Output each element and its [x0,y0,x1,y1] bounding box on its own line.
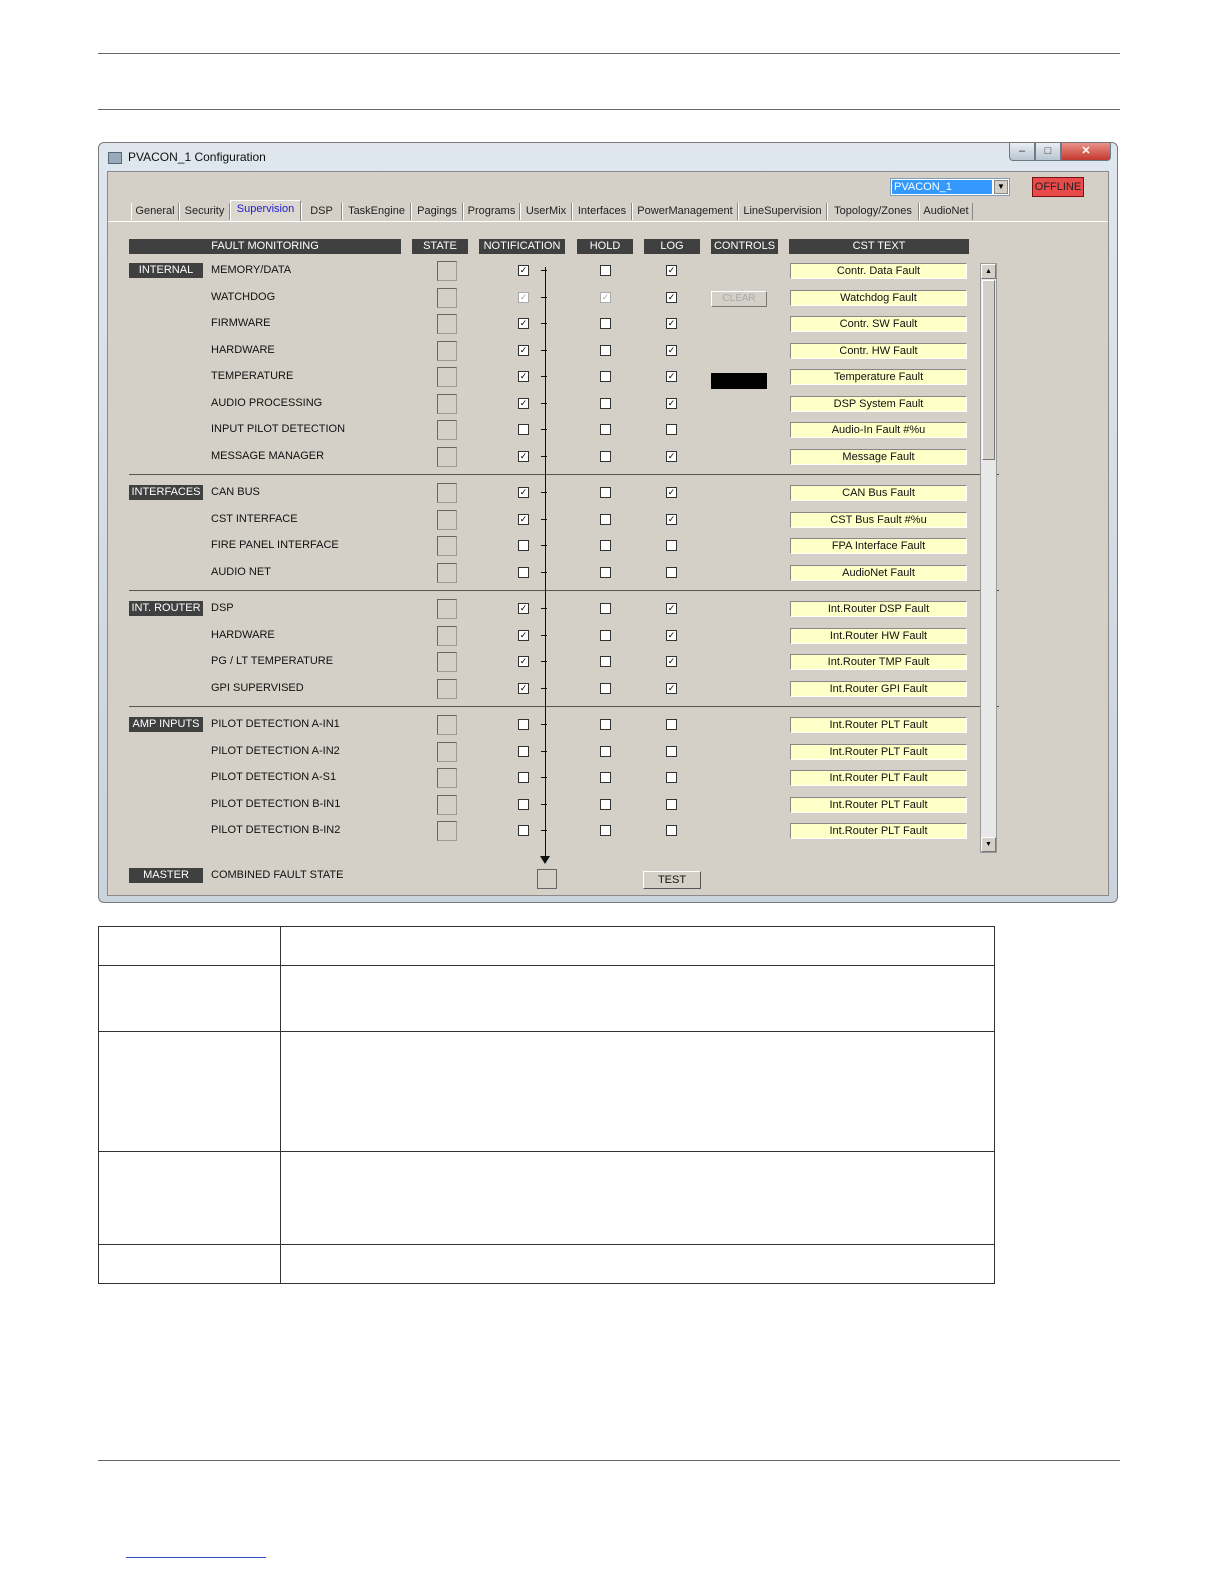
bus-connector [541,608,547,609]
info-table [98,926,995,1284]
state-indicator [437,563,457,583]
hold-checkbox[interactable] [600,772,611,783]
log-checkbox[interactable]: ✓ [667,513,676,524]
footer-link-underline [126,1557,266,1558]
tab-dsp[interactable]: DSP [301,203,342,220]
fault-row-label: HARDWARE [211,628,275,641]
cst-text-field[interactable]: Int.Router PLT Fault [790,823,967,839]
log-checkbox[interactable]: ✓ [667,603,676,613]
fault-row-label: FIRMWARE [211,317,271,329]
state-indicator [437,367,457,387]
cst-text-field[interactable]: FPA Interface Fault [790,538,967,554]
log-checkbox[interactable] [666,772,677,783]
hold-checkbox[interactable]: ✓ [601,291,610,302]
group-label-internal: INTERNAL [129,263,203,278]
state-indicator [437,795,457,815]
hold-checkbox[interactable] [600,345,611,356]
header-hold: HOLD [577,239,633,254]
state-indicator [437,626,457,646]
fault-row-label: PILOT DETECTION B-IN1 [211,797,341,810]
fault-row-label: AUDIO NET [211,565,271,578]
cst-text-field[interactable]: Int.Router PLT Fault [790,717,967,733]
fault-row-label: PG / LT TEMPERATURE [211,655,334,667]
arrow-down-icon [540,856,550,864]
tab-bar [108,201,1108,222]
log-checkbox[interactable]: ✓ [667,397,676,408]
fault-row-label: CAN BUS [211,486,260,498]
notification-checkbox[interactable] [518,719,529,730]
table-row [99,1245,995,1284]
log-checkbox[interactable] [666,825,677,836]
bus-connector [541,429,547,430]
state-indicator [437,288,457,308]
bus-connector [541,519,547,520]
temperature-control-indicator [711,373,767,389]
header-state: STATE [412,239,468,254]
notification-checkbox[interactable] [518,540,529,551]
tab-topology-zones[interactable]: Topology/Zones [827,203,919,220]
group-label-interfaces: INTERFACES [129,485,203,500]
cst-text-field[interactable]: Contr. Data Fault [790,263,967,279]
test-button[interactable]: TEST [643,871,701,889]
config-window [98,142,1118,903]
bus-connector [541,323,547,324]
hold-checkbox[interactable] [600,683,611,694]
notification-checkbox[interactable] [518,424,529,435]
cst-text-field[interactable]: CST Bus Fault #%u [790,512,967,528]
cst-text-field[interactable]: Message Fault [790,449,967,465]
hold-checkbox[interactable] [600,540,611,551]
notification-checkbox[interactable]: ✓ [519,682,528,693]
cst-text-field[interactable]: Int.Router PLT Fault [790,770,967,786]
bus-connector [541,724,547,725]
notification-checkbox[interactable] [518,746,529,757]
bus-connector [541,456,547,457]
log-checkbox[interactable] [666,424,677,435]
bus-connector [541,688,547,689]
state-indicator [437,394,457,414]
fault-row-label: PILOT DETECTION A-IN2 [211,744,340,757]
hold-checkbox[interactable] [600,424,611,435]
fault-row-label: AUDIO PROCESSING [211,396,323,409]
notification-checkbox[interactable]: ✓ [519,265,528,275]
cst-text-field[interactable]: Int.Router PLT Fault [790,797,967,813]
notification-checkbox[interactable] [518,567,529,578]
log-checkbox[interactable] [666,719,677,730]
bus-connector [541,572,547,573]
state-indicator [437,483,457,503]
bus-connector [541,804,547,805]
fault-row-label: TEMPERATURE [211,370,294,382]
bus-connector [541,635,547,636]
fault-row-label: PILOT DETECTION A-S1 [211,771,337,783]
hold-checkbox[interactable] [600,799,611,810]
notification-bus-line [545,267,546,857]
tab-supervision[interactable]: Supervision [230,200,301,221]
cst-text-field[interactable]: Contr. HW Fault [790,343,967,359]
hold-checkbox[interactable] [600,487,611,498]
header-rule-top [98,53,1120,54]
notification-checkbox[interactable] [518,825,529,836]
maximize-button[interactable]: □ [1035,143,1061,161]
hold-checkbox[interactable] [600,825,611,836]
scroll-thumb[interactable] [982,280,995,460]
table-row [99,1152,995,1245]
state-indicator [437,768,457,788]
tab-security[interactable]: Security [179,203,230,220]
fault-row-label: MESSAGE MANAGER [211,449,325,462]
fault-row-label: MEMORY/DATA [211,264,292,276]
tab-general[interactable]: General [131,203,179,220]
fault-row-label: FIRE PANEL INTERFACE [211,539,339,551]
state-indicator [437,679,457,699]
state-indicator [437,821,457,841]
fault-row-label: PILOT DETECTION B-IN2 [211,824,341,836]
notification-checkbox[interactable]: ✓ [519,603,528,613]
hold-checkbox[interactable] [600,656,611,667]
fault-row-label: WATCHDOG [211,290,276,303]
app-icon [108,152,122,164]
hold-checkbox[interactable] [600,398,611,409]
group-separator [129,474,999,475]
bus-connector [541,297,547,298]
group-label-amp-inputs: AMP INPUTS [129,717,203,732]
scroll-up-icon[interactable]: ▲ [981,264,996,279]
bus-connector [541,777,547,778]
notification-checkbox[interactable]: ✓ [519,487,528,497]
state-indicator [437,341,457,361]
hold-checkbox[interactable] [600,630,611,641]
bus-connector [541,403,547,404]
log-checkbox[interactable] [666,746,677,757]
log-checkbox[interactable]: ✓ [667,682,676,693]
log-checkbox[interactable]: ✓ [667,487,676,497]
fault-row-label: CST INTERFACE [211,512,298,525]
hold-checkbox[interactable] [600,746,611,757]
header-log: LOG [644,239,700,254]
tab-powermanagement[interactable]: PowerManagement [632,203,738,220]
hold-checkbox[interactable] [600,451,611,462]
header-controls: CONTROLS [711,239,778,254]
cst-text-field[interactable]: Int.Router DSP Fault [790,601,967,617]
log-checkbox[interactable]: ✓ [667,656,676,666]
state-indicator [437,447,457,467]
bus-connector [541,350,547,351]
bus-connector [541,830,547,831]
log-checkbox[interactable]: ✓ [667,371,676,381]
master-label: COMBINED FAULT STATE [211,869,344,881]
hold-checkbox[interactable] [600,719,611,730]
notification-checkbox[interactable]: ✓ [519,513,528,524]
hold-checkbox[interactable] [600,371,611,382]
state-indicator [437,536,457,556]
state-indicator [437,742,457,762]
combined-fault-state-indicator [537,869,557,889]
notification-checkbox[interactable] [518,799,529,810]
device-select-value: PVACON_1 [892,180,992,194]
log-checkbox[interactable]: ✓ [667,291,676,302]
fault-row-label: INPUT PILOT DETECTION [211,423,346,435]
header-notification: NOTIFICATION [479,239,565,254]
hold-checkbox[interactable] [600,265,611,276]
cst-text-field[interactable]: Temperature Fault [790,369,967,385]
bus-connector [541,545,547,546]
clear-button[interactable]: CLEAR [711,291,767,307]
bus-connector [541,376,547,377]
fault-row-label: PILOT DETECTION A-IN1 [211,718,340,730]
tab-taskengine[interactable]: TaskEngine [342,203,411,220]
fault-row-label: HARDWARE [211,343,275,356]
state-indicator [437,715,457,735]
fault-row-label: GPI SUPERVISED [211,681,304,694]
cst-text-field[interactable]: Int.Router TMP Fault [790,654,967,670]
tab-pagings[interactable]: Pagings [411,203,463,220]
offline-status-badge: OFFLINE [1032,177,1084,197]
log-checkbox[interactable]: ✓ [667,629,676,640]
bus-connector [541,492,547,493]
group-label-master: MASTER [129,868,203,883]
log-checkbox[interactable] [666,799,677,810]
state-indicator [437,314,457,334]
client-area [107,171,1109,896]
hold-checkbox[interactable] [600,603,611,614]
log-checkbox[interactable] [666,540,677,551]
cst-text-field[interactable]: Contr. SW Fault [790,316,967,332]
bus-connector [541,270,547,271]
notification-checkbox[interactable]: ✓ [519,450,528,461]
window-title: PVACON_1 Configuration [128,150,266,164]
hold-checkbox[interactable] [600,567,611,578]
cst-text-field[interactable]: Int.Router PLT Fault [790,744,967,760]
state-indicator [437,261,457,281]
hold-checkbox[interactable] [600,318,611,329]
header-cst-text: CST TEXT [789,239,969,254]
vertical-scrollbar[interactable] [980,263,997,853]
notification-checkbox[interactable]: ✓ [519,344,528,355]
state-indicator [437,599,457,619]
tab-linesupervision[interactable]: LineSupervision [738,203,827,220]
notification-checkbox[interactable]: ✓ [519,397,528,408]
log-checkbox[interactable]: ✓ [667,344,676,355]
device-select[interactable] [890,178,1010,196]
scroll-down-icon[interactable]: ▼ [981,837,996,852]
minimize-button[interactable]: – [1009,143,1035,161]
tab-interfaces[interactable]: Interfaces [572,203,632,220]
state-indicator [437,510,457,530]
bus-connector [541,751,547,752]
header-fault-monitoring: FAULT MONITORING [129,239,401,254]
notification-checkbox[interactable]: ✓ [519,371,528,381]
cst-text-field[interactable]: Audio-In Fault #%u [790,422,967,438]
header-rule-bottom [98,109,1120,110]
log-checkbox[interactable] [666,567,677,578]
bus-connector [541,661,547,662]
state-indicator [437,652,457,672]
chevron-down-icon[interactable]: ▼ [994,180,1008,194]
close-button[interactable]: ✕ [1061,143,1111,161]
tab-audionet[interactable]: AudioNet [919,203,973,220]
table-row [99,1032,995,1152]
tab-programs[interactable]: Programs [463,203,520,220]
cst-text-field[interactable]: Int.Router GPI Fault [790,681,967,697]
fault-row-label: DSP [211,602,234,614]
group-separator [129,706,999,707]
footer-rule [98,1460,1120,1461]
group-label-int-router: INT. ROUTER [129,601,203,616]
log-checkbox[interactable]: ✓ [667,450,676,461]
tab-usermix[interactable]: UserMix [520,203,572,220]
log-checkbox[interactable]: ✓ [667,318,676,328]
cst-text-field[interactable]: DSP System Fault [790,396,967,412]
group-separator [129,590,999,591]
cst-text-field[interactable]: Int.Router HW Fault [790,628,967,644]
notification-checkbox[interactable]: ✓ [519,318,528,328]
hold-checkbox[interactable] [600,514,611,525]
state-indicator [437,420,457,440]
log-checkbox[interactable]: ✓ [667,265,676,275]
table-row [99,966,995,1032]
table-row [99,927,995,966]
notification-checkbox[interactable]: ✓ [519,656,528,666]
notification-checkbox[interactable]: ✓ [519,291,528,302]
cst-text-field[interactable]: Watchdog Fault [790,290,967,306]
cst-text-field[interactable]: AudioNet Fault [790,565,967,581]
cst-text-field[interactable]: CAN Bus Fault [790,485,967,501]
notification-checkbox[interactable] [518,772,529,783]
notification-checkbox[interactable]: ✓ [519,629,528,640]
